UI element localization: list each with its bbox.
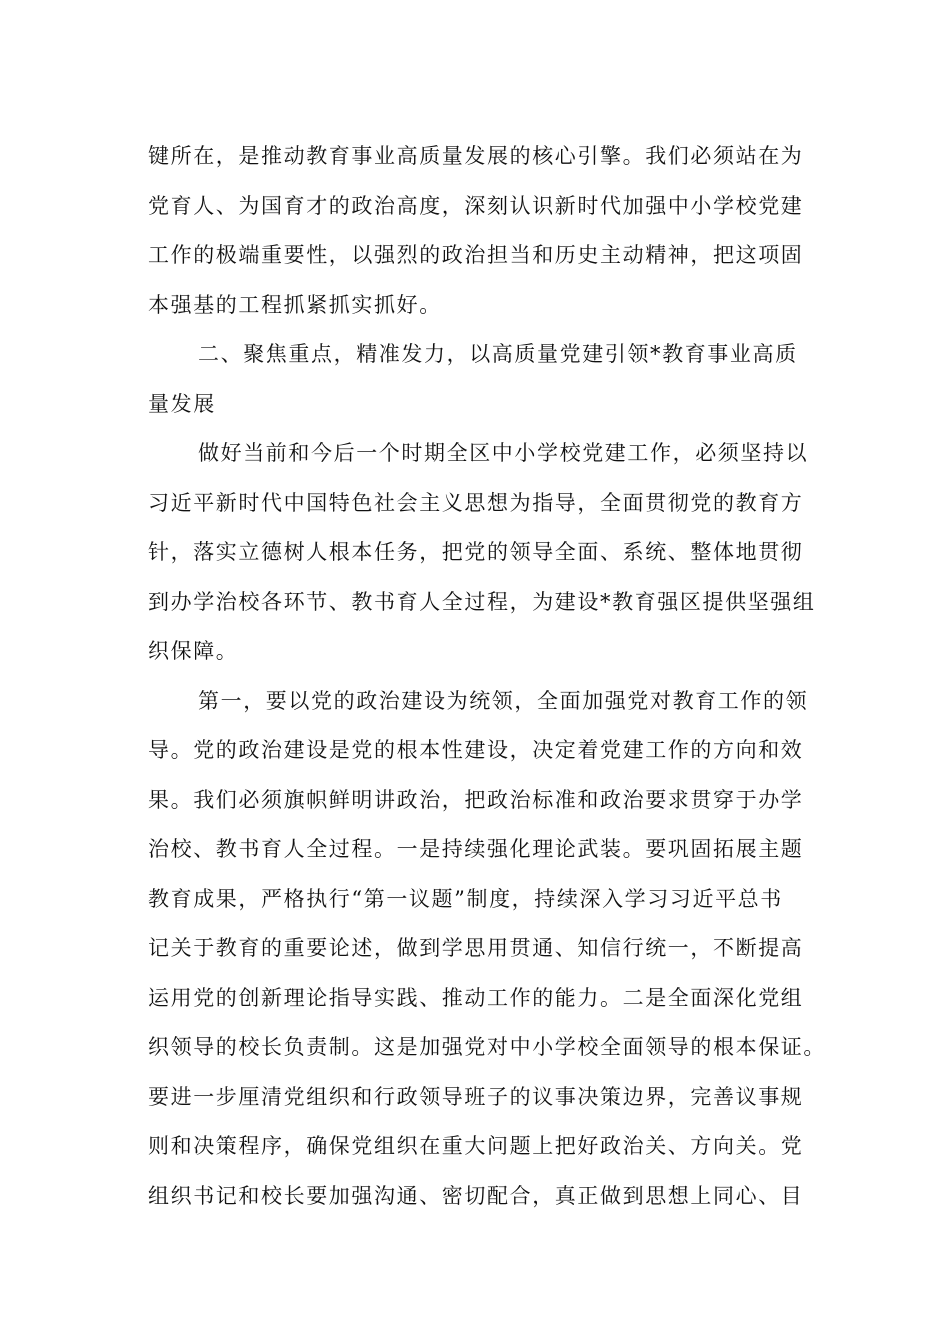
text-line: 组织书记和校长要加强沟通、密切配合，真正做到思想上同心、目 [148,1183,804,1208]
text-line: 习近平新时代中国特色社会主义思想为指导，全面贯彻党的教育方 [148,490,804,515]
text-line: 做好当前和今后一个时期全区中小学校党建工作，必须坚持以 [198,441,809,465]
paragraph [148,433,828,681]
text-line: 工作的极端重要性，以强烈的政治担当和历史主动精神，把这项固 [148,243,804,267]
text-line: 针，落实立德树人根本任务，把党的领导全面、系统、整体地贯彻 [148,540,804,564]
paragraph [148,681,828,1226]
text-line: 治校、教书育人全过程。一是持续强化理论武装。要巩固拓展主题 [148,837,804,861]
text-line: 量发展 [148,391,216,416]
text-line: 本强基的工程抓紧抓实抓好。 [148,292,442,317]
paragraph [148,334,828,433]
text-line: 第一，要以党的政治建设为统领，全面加强党对教育工作的领 [198,688,809,713]
text-line: 二、聚焦重点，精准发力，以高质量党建引领*教育事业高质 [198,342,798,366]
text-line: 到办学治校各环节、教书育人全过程，为建设*教育强区提供坚强组 [148,589,816,614]
text-line: 记关于教育的重要论述，做到学思用贯通、知信行统一，不断提高 [148,936,804,960]
paragraph [148,136,828,334]
text-line: 教育成果，严格执行“第一议题”制度，持续深入学习习近平总书 [148,886,783,911]
text-line: 果。我们必须旗帜鲜明讲政治，把政治标准和政治要求贯穿于办学 [148,787,804,812]
text-line: 织保障。 [148,639,239,663]
text-line: 要进一步厘清党组织和行政领导班子的议事决策边界，完善议事规 [148,1084,804,1109]
text-line: 党育人、为国育才的政治高度，深刻认识新时代加强中小学校党建 [148,193,804,218]
document-body [148,136,828,1225]
text-line: 运用党的创新理论指导实践、推动工作的能力。二是全面深化党组 [148,985,804,1010]
text-line: 导。党的政治建设是党的根本性建设，决定着党建工作的方向和效 [148,738,804,762]
text-line: 织领导的校长负责制。这是加强党对中小学校全面领导的根本保证。 [148,1035,826,1059]
text-line: 则和决策程序，确保党组织在重大问题上把好政治关、方向关。党 [148,1134,804,1158]
text-line: 键所在，是推动教育事业高质量发展的核心引擎。我们必须站在为 [148,144,804,168]
